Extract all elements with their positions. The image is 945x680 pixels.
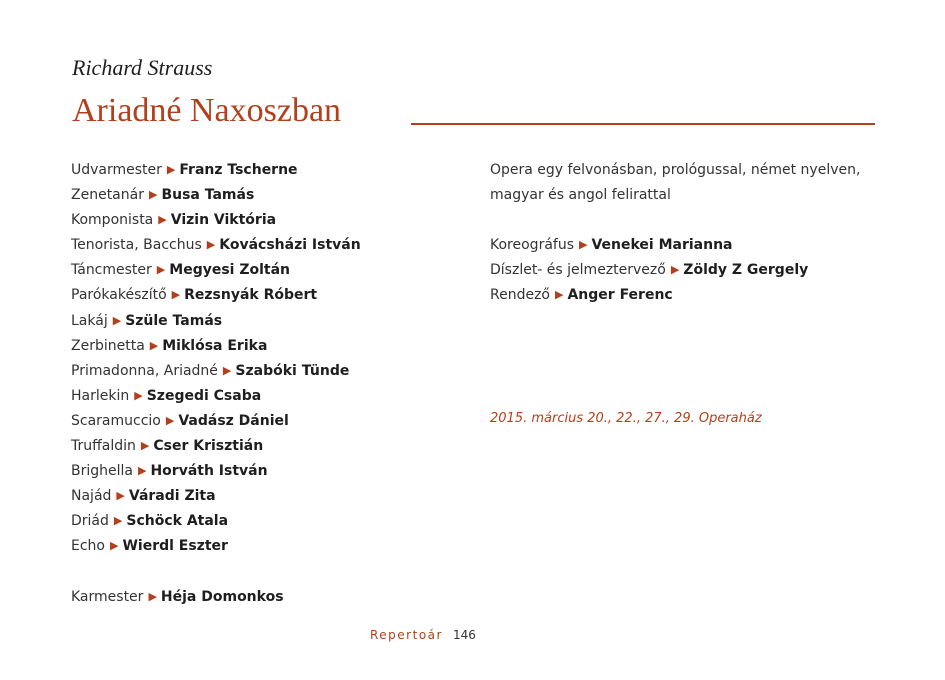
cast-role: Zenetanár — [71, 187, 144, 204]
cast-row — [71, 409, 461, 434]
crew-name: Zöldy Z Gergely — [683, 262, 809, 279]
description-line-1: Opera egy felvonásban, prológussal, német nyelven, — [490, 162, 861, 178]
triangle-right-icon: ▶ — [148, 589, 157, 603]
info-spacer — [490, 208, 890, 233]
cast-role: Komponista — [71, 212, 154, 229]
page-footer — [370, 628, 476, 642]
cast-name: Wierdl Eszter — [122, 538, 228, 555]
crew-role: Koreográfus — [490, 237, 574, 254]
cast-row — [71, 158, 461, 183]
cast-role: Parókakészítő — [71, 287, 167, 304]
triangle-right-icon: ▶ — [579, 238, 588, 252]
cast-name: Cser Krisztián — [153, 438, 264, 455]
cast-role: Táncmester — [71, 262, 152, 279]
triangle-right-icon: ▶ — [134, 388, 143, 402]
composer-name: Richard Strauss — [72, 55, 213, 80]
cast-row — [71, 283, 461, 308]
triangle-right-icon: ▶ — [555, 288, 564, 302]
cast-row — [71, 208, 461, 233]
triangle-right-icon: ▶ — [206, 238, 216, 252]
cast-name: Kovácsházi István — [219, 237, 361, 254]
crew-name: Anger Ferenc — [567, 287, 673, 304]
cast-row — [71, 434, 461, 459]
cast-role: Primadonna, Ariadné — [71, 362, 218, 379]
triangle-right-icon: ▶ — [113, 514, 123, 528]
cast-row — [71, 484, 461, 509]
cast-name: Rezsnyák Róbert — [184, 287, 318, 304]
triangle-right-icon: ▶ — [156, 263, 166, 277]
triangle-right-icon: ▶ — [165, 413, 175, 427]
triangle-right-icon: ▶ — [140, 439, 150, 453]
performance-dates: 2015. március 20., 22., 27., 29. Operaház — [490, 411, 762, 426]
cast-name: Szüle Tamás — [125, 312, 223, 329]
cast-name: Miklósa Erika — [162, 337, 268, 354]
triangle-right-icon: ▶ — [166, 163, 176, 176]
cast-name: Horváth István — [150, 463, 268, 480]
cast-row — [71, 359, 461, 384]
crew-row — [490, 283, 890, 308]
cast-role: Echo — [71, 538, 105, 555]
crew-rows — [490, 233, 890, 308]
triangle-right-icon: ▶ — [137, 464, 147, 478]
cast-name: Schöck Atala — [126, 513, 229, 530]
crew-role: Díszlet- és jelmeztervező — [490, 262, 666, 279]
cast-role: Tenorista, Bacchus — [71, 237, 202, 254]
triangle-right-icon: ▶ — [158, 213, 167, 227]
cast-row — [71, 534, 461, 559]
cast-name: Busa Tamás — [161, 187, 255, 204]
cast-role: Udvarmester — [71, 162, 162, 178]
cast-row — [71, 233, 461, 258]
cast-name: Megyesi Zoltán — [169, 262, 291, 279]
crew-name: Venekei Marianna — [591, 237, 733, 254]
conductor-row — [71, 585, 461, 610]
title-row — [72, 92, 875, 132]
triangle-right-icon: ▶ — [109, 539, 119, 553]
cast-row — [71, 334, 461, 359]
cast-name: Franz Tscherne — [179, 162, 298, 178]
cast-role: Harlekin — [71, 387, 130, 404]
cast-name: Vizin Viktória — [170, 212, 277, 229]
production-info — [490, 158, 890, 309]
footer-section: Repertoár — [370, 628, 443, 642]
cast-name: Váradi Zita — [128, 488, 216, 505]
triangle-right-icon: ▶ — [222, 363, 232, 377]
cast-role: Truffaldin — [71, 438, 136, 455]
cast-role: Driád — [71, 513, 109, 530]
triangle-right-icon: ▶ — [149, 338, 159, 352]
triangle-right-icon: ▶ — [670, 263, 680, 277]
cast-role: Najád — [71, 488, 112, 505]
cast-row — [71, 309, 461, 334]
cast-name: Szegedi Csaba — [146, 387, 262, 404]
triangle-right-icon: ▶ — [116, 489, 125, 503]
cast-row — [71, 384, 461, 409]
cast-role: Scaramuccio — [71, 412, 161, 429]
cast-role: Lakáj — [71, 312, 108, 329]
cast-row — [71, 509, 461, 534]
crew-row — [490, 258, 890, 283]
cast-row — [71, 459, 461, 484]
crew-role: Rendező — [490, 287, 550, 304]
conductor-role: Karmester — [71, 588, 144, 605]
cast-rows — [71, 158, 461, 560]
cast-role: Zerbinetta — [71, 337, 145, 354]
cast-row — [71, 183, 461, 208]
title-rule — [411, 123, 875, 125]
triangle-right-icon: ▶ — [148, 188, 158, 202]
triangle-right-icon: ▶ — [171, 288, 181, 302]
conductor-name: Héja Domonkos — [160, 588, 284, 605]
opera-title: Ariadné Naxoszban — [72, 92, 342, 129]
cast-spacer — [71, 560, 461, 585]
cast-role: Brighella — [71, 463, 133, 480]
cast-row — [71, 258, 461, 283]
crew-row — [490, 233, 890, 258]
page-number: 146 — [452, 628, 476, 642]
cast-name: Szabóki Tünde — [235, 362, 350, 379]
description-line-2: magyar és angol felirattal — [490, 187, 671, 204]
cast-name: Vadász Dániel — [178, 412, 289, 429]
cast-list — [71, 158, 461, 610]
triangle-right-icon: ▶ — [112, 313, 122, 327]
